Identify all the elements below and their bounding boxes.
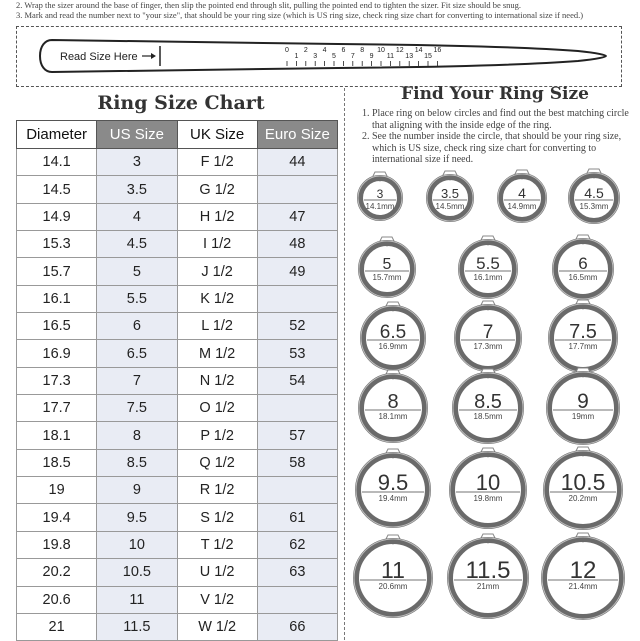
finder-title: Find Your Ring Size	[401, 84, 589, 104]
cell-euro-size: 47	[257, 203, 337, 230]
ring-size-11	[354, 535, 432, 617]
header-us-size: US Size	[97, 121, 177, 149]
ring-size-number: 4	[518, 185, 526, 201]
cell-us-size: 9.5	[97, 504, 177, 531]
table-row	[17, 449, 338, 476]
ring-size-7	[455, 301, 521, 371]
cell-uk-size: O 1/2	[177, 395, 257, 422]
table-row	[17, 149, 338, 176]
ring-diameter-mm: 14.9mm	[507, 202, 537, 211]
instruction-step-3: 3. Mark and read the number next to "your size", that should be your ring size (which is US ring size, check ring size chart for converting to international size if need.)	[16, 10, 584, 20]
ring-circles	[345, 160, 640, 640]
cell-us-size: 5.5	[97, 285, 177, 312]
cell-diameter: 17.7	[17, 395, 97, 422]
sizer-tick-label: 11	[386, 53, 395, 60]
ring-size-11-5	[448, 534, 528, 618]
ring-diameter-mm: 20.2mm	[568, 494, 598, 503]
cell-diameter: 20.6	[17, 586, 97, 613]
cell-euro-size: 57	[257, 422, 337, 449]
cell-euro-size	[257, 285, 337, 312]
cell-uk-size: K 1/2	[177, 285, 257, 312]
cell-uk-size: V 1/2	[177, 586, 257, 613]
ring-size-number: 4.5	[584, 185, 604, 201]
cell-diameter: 21	[17, 613, 97, 640]
ring-size-number: 3	[376, 187, 384, 201]
cell-diameter: 18.5	[17, 449, 97, 476]
ring-sizer-strip	[38, 38, 610, 74]
cell-euro-size	[257, 586, 337, 613]
header-euro-size: Euro Size	[257, 121, 337, 149]
cell-euro-size: 48	[257, 231, 337, 258]
ring-size-6	[553, 235, 613, 299]
header-diameter: Diameter	[17, 121, 97, 149]
sizer-label: Read Size Here	[60, 51, 138, 63]
ring-diameter-mm: 16.9mm	[378, 342, 408, 351]
table-row	[17, 258, 338, 285]
cell-us-size: 7	[97, 367, 177, 394]
ring-size-4-5	[569, 169, 619, 223]
sizer-tick-label: 12	[395, 47, 404, 54]
cell-uk-size: U 1/2	[177, 559, 257, 586]
table-row	[17, 531, 338, 558]
ring-size-number: 6.5	[379, 322, 407, 343]
table-row	[17, 176, 338, 203]
ring-size-number: 6	[578, 254, 588, 273]
cell-uk-size: N 1/2	[177, 367, 257, 394]
cell-uk-size: R 1/2	[177, 477, 257, 504]
cell-us-size: 5	[97, 258, 177, 285]
cell-euro-size: 61	[257, 504, 337, 531]
cell-diameter: 16.1	[17, 285, 97, 312]
finder-instructions	[362, 108, 630, 166]
cell-us-size: 9	[97, 477, 177, 504]
table-row	[17, 203, 338, 230]
table-row	[17, 313, 338, 340]
ring-size-number: 7	[482, 322, 494, 343]
cell-diameter: 17.3	[17, 367, 97, 394]
cell-uk-size: L 1/2	[177, 313, 257, 340]
cell-us-size: 7.5	[97, 395, 177, 422]
finder-step-1: 1. Place ring on below circles and find out the best matching circle that aligning with the inside edge of the ring.	[372, 108, 630, 131]
cell-uk-size: P 1/2	[177, 422, 257, 449]
cell-us-size: 10.5	[97, 559, 177, 586]
ring-size-table	[16, 120, 338, 641]
cell-diameter: 15.3	[17, 231, 97, 258]
cell-us-size: 3	[97, 149, 177, 176]
ring-size-number: 5	[382, 256, 392, 273]
table-row	[17, 613, 338, 640]
cell-uk-size: M 1/2	[177, 340, 257, 367]
ring-diameter-mm: 15.7mm	[372, 273, 402, 282]
cell-euro-size: 54	[257, 367, 337, 394]
ring-size-3-5	[427, 171, 473, 221]
sizer-tick-label: 7	[350, 53, 355, 60]
table-row	[17, 285, 338, 312]
finder-step-2: 2. See the number inside the circle, that should be your ring size, which is US size, check ring size chart for converting to international size if need.	[372, 131, 630, 166]
table-row	[17, 586, 338, 613]
cell-uk-size: I 1/2	[177, 231, 257, 258]
cell-diameter: 16.9	[17, 340, 97, 367]
header-uk-size: UK Size	[177, 121, 257, 149]
ring-size-4	[498, 170, 546, 222]
sizer-tick-label: 9	[369, 53, 374, 60]
ring-diameter-mm: 16.1mm	[473, 273, 503, 282]
ring-size-6-5	[361, 302, 425, 370]
ring-size-9-5	[356, 449, 430, 527]
cell-euro-size	[257, 477, 337, 504]
cell-diameter: 15.7	[17, 258, 97, 285]
cell-uk-size: F 1/2	[177, 149, 257, 176]
sizer-instructions	[16, 0, 626, 20]
cell-uk-size: J 1/2	[177, 258, 257, 285]
table-row	[17, 367, 338, 394]
table-row	[17, 231, 338, 258]
sizer-tick-label: 2	[303, 47, 308, 54]
cell-diameter: 19	[17, 477, 97, 504]
ring-size-10-5	[544, 447, 622, 529]
cell-us-size: 8	[97, 422, 177, 449]
cell-euro-size: 58	[257, 449, 337, 476]
ring-size-5	[359, 237, 415, 297]
ring-size-number: 7.5	[569, 321, 597, 343]
ring-size-number: 10.5	[560, 469, 606, 495]
cell-euro-size: 52	[257, 313, 337, 340]
ring-size-8-5	[453, 369, 523, 443]
ring-size-12	[542, 533, 624, 619]
sizer-tick-label: 14	[414, 47, 423, 54]
table-row	[17, 504, 338, 531]
cell-us-size: 6	[97, 313, 177, 340]
ring-size-number: 9.5	[377, 470, 409, 495]
sizer-tick-label: 8	[360, 47, 365, 54]
cell-us-size: 3.5	[97, 176, 177, 203]
cell-diameter: 20.2	[17, 559, 97, 586]
ring-size-5-5	[459, 236, 517, 298]
ring-diameter-mm: 21.4mm	[568, 582, 598, 591]
cell-euro-size: 44	[257, 149, 337, 176]
table-header-row	[17, 121, 338, 149]
sizer-tick-label: 16	[433, 47, 442, 54]
cell-uk-size: W 1/2	[177, 613, 257, 640]
ring-diameter-mm: 20.6mm	[378, 582, 408, 591]
ring-size-number: 11	[381, 557, 405, 583]
ring-diameter-mm: 18.5mm	[473, 412, 503, 421]
cell-euro-size	[257, 176, 337, 203]
sizer-tick-label: 4	[322, 47, 327, 54]
cell-euro-size: 66	[257, 613, 337, 640]
ring-size-number: 5.5	[476, 254, 500, 273]
cell-diameter: 18.1	[17, 422, 97, 449]
table-row	[17, 422, 338, 449]
table-row	[17, 340, 338, 367]
table-row	[17, 559, 338, 586]
cell-diameter: 14.1	[17, 149, 97, 176]
ring-diameter-mm: 16.5mm	[568, 273, 598, 282]
ring-size-number: 3.5	[440, 186, 460, 201]
instruction-step-2: 2. Wrap the sizer around the base of finger, then slip the pointed end through slit, pulling the pointed end to tighten the sizer. Fit size should be snug.	[16, 0, 522, 10]
ring-size-number: 8.5	[474, 391, 502, 413]
cell-euro-size	[257, 395, 337, 422]
cell-euro-size: 63	[257, 559, 337, 586]
cell-uk-size: S 1/2	[177, 504, 257, 531]
ring-diameter-mm: 15.3mm	[579, 202, 609, 211]
ring-diameter-mm: 19.8mm	[473, 494, 503, 503]
cell-uk-size: T 1/2	[177, 531, 257, 558]
ring-size-number: 12	[569, 557, 597, 584]
ring-size-number: 8	[387, 391, 399, 413]
table-row	[17, 395, 338, 422]
cell-us-size: 4	[97, 203, 177, 230]
cell-uk-size: Q 1/2	[177, 449, 257, 476]
table-row	[17, 477, 338, 504]
cell-diameter: 19.4	[17, 504, 97, 531]
cell-euro-size: 62	[257, 531, 337, 558]
cell-us-size: 10	[97, 531, 177, 558]
sizer-tick-label: 1	[294, 53, 299, 60]
cell-us-size: 6.5	[97, 340, 177, 367]
ring-diameter-mm: 17.7mm	[568, 342, 598, 351]
cell-us-size: 11	[97, 586, 177, 613]
ring-size-number: 10	[475, 470, 501, 495]
ring-diameter-mm: 17.3mm	[473, 342, 503, 351]
ring-size-9	[547, 368, 619, 444]
cell-uk-size: H 1/2	[177, 203, 257, 230]
ring-diameter-mm: 19mm	[571, 412, 595, 421]
ring-size-number: 11.5	[465, 557, 511, 584]
ring-size-10	[450, 448, 526, 528]
cell-euro-size: 49	[257, 258, 337, 285]
ring-size-number: 9	[577, 390, 589, 413]
ring-diameter-mm: 19.4mm	[378, 494, 408, 503]
cell-us-size: 11.5	[97, 613, 177, 640]
ring-diameter-mm: 14.5mm	[435, 202, 465, 211]
cell-diameter: 19.8	[17, 531, 97, 558]
sizer-tick-label: 3	[313, 53, 318, 60]
sizer-tick-label: 10	[377, 47, 385, 54]
cell-diameter: 14.9	[17, 203, 97, 230]
cell-us-size: 8.5	[97, 449, 177, 476]
sizer-tick-label: 6	[341, 47, 346, 54]
ring-diameter-mm: 14.1mm	[365, 202, 395, 211]
ring-size-3	[358, 172, 402, 220]
ring-diameter-mm: 21mm	[476, 582, 500, 591]
ring-size-7-5	[549, 300, 617, 372]
cell-us-size: 4.5	[97, 231, 177, 258]
sizer-tick-label: 15	[424, 53, 432, 60]
cell-diameter: 16.5	[17, 313, 97, 340]
chart-title: Ring Size Chart	[97, 92, 265, 114]
ring-size-8	[359, 370, 427, 442]
cell-euro-size: 53	[257, 340, 337, 367]
cell-diameter: 14.5	[17, 176, 97, 203]
sizer-tick-label: 13	[405, 53, 414, 60]
sizer-tick-label: 5	[332, 53, 336, 60]
sizer-tick-label: 0	[285, 47, 289, 54]
cell-uk-size: G 1/2	[177, 176, 257, 203]
ring-diameter-mm: 18.1mm	[378, 412, 408, 421]
